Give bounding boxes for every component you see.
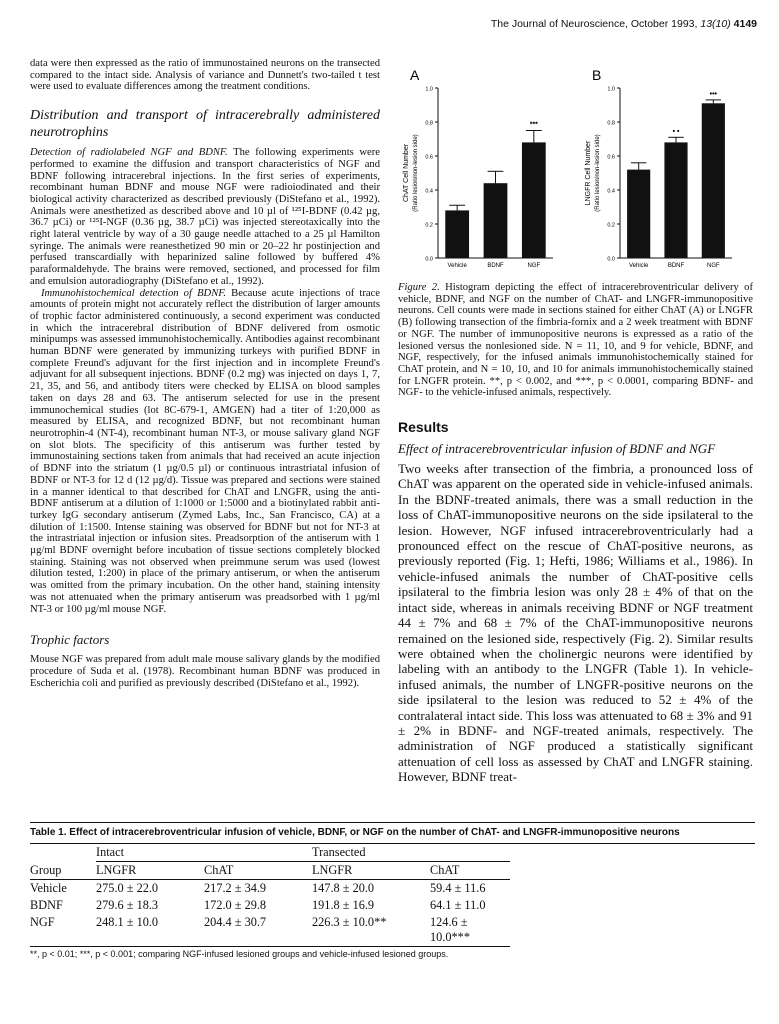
y-tick-label: 1.0 xyxy=(607,86,615,93)
results-paragraph: Two weeks after transection of the fimbria, a pronounced loss of ChAT was apparent on the operated side in vehicle-infused animals. In the BDNF-treated animals, there was a small reduction in the loss of ChAT-immunopositive neurons on the side ipsilateral to the lesion. However, NGF infused intracerebroventricularly had a pronounced effect on the rescue of ChAT-positive neurons, as previously reported (Fig. 1; Hefti, 1986; Williams et al., 1986). In vehicle-infused animals the number of ChAT-positive cells ipsilateral to the fimbria lesion was only 28 ± 4% of that on the intact side, whereas in animals receiving BDNF or NGF treatment 44 ± 7% and 68 ± 7% of the ChAT-immunopositive neurons remained on the lesioned side, respectively (Fig. 2). Similar results were obtained when the cholinergic neurons were identified by labeling with an antibody to the LNGFR (Table 1). In vehicle-infused animals, the number of LNGFR-positive neurons on the side ipsilateral to the lesion was reduced to 52 ± 4% of the contralateral intact side. This loss was attenuated to 68 ± 3% and 91 ± 2% in BDNF- and NGF-treated animals, respectively. The administration of NGF produced a statistically significant attenuation of cell loss as assessed by ChAT and LNGFR staining. However, BDNF treat- xyxy=(398,461,753,785)
header-intact: Intact xyxy=(96,844,312,862)
x-tick-label: BDNF xyxy=(487,263,504,269)
table-cell: BDNF xyxy=(30,898,63,912)
table-footnote: **, p < 0.01; ***, p < 0.001; comparing NGF-infused lesioned groups and vehicle-infused lesioned groups. xyxy=(30,949,449,959)
bar xyxy=(445,210,469,258)
significance-marker: ••• xyxy=(709,90,718,98)
table-1 xyxy=(30,822,755,959)
text-radiolabeled: The following experiments were performed to examine the diffusion and transport characteristics of NGF and BDNF following intracerebral injections. In the first series of experiments, recombinant human BDNF and mouse NGF were radioiodinated and their biological activity characterized as described previously (DiStefano et al., 1992). Animals were anesthetized as described above and 10 µl of ¹²⁵I-BDNF (0.42 µg, 36.7 µCi) or ¹²⁵I-NGF (0.36 µg, 38.7 µCi) was injected stereotaxically into the right lateral ventricle by way of a 30 gauge needle attached to a 25 µl Hamilton syringe. The animals were reanesthetized 90 min or 20–22 hr postinjection and perfused transcardially with heparinized saline followed by buffered 4% paraformaldehyde. The brains were removed, sectioned, and processed for film and emulsion autoradiography (DiStefano et al., 1992). xyxy=(30,147,380,287)
table-cell: 124.6 ± 10.0*** xyxy=(430,915,470,944)
table-cell: 217.2 ± 34.9 xyxy=(204,881,267,895)
results-heading: Results xyxy=(398,419,449,436)
column-header: ChAT xyxy=(204,863,234,877)
table-cell: 275.0 ± 22.0 xyxy=(96,881,159,895)
figure-label: Figure 2. xyxy=(398,282,440,293)
table-row xyxy=(30,880,510,898)
x-tick-label: Vehicle xyxy=(447,263,467,269)
y-tick-label: 0.4 xyxy=(607,188,615,195)
table-cell: 172.0 ± 29.8 xyxy=(204,898,267,912)
figure-2-chart xyxy=(398,58,753,273)
column-header: LNGFR xyxy=(312,863,353,877)
subheading-radiolabeled: Detection of radiolabeled NGF and BDNF. xyxy=(30,147,228,159)
bar xyxy=(702,103,725,258)
y-tick-label: 0.2 xyxy=(607,222,615,229)
y-tick-label: 0.0 xyxy=(425,256,433,263)
x-tick-label: NGF xyxy=(527,263,541,269)
table-cell: 147.8 ± 20.0 xyxy=(312,881,375,895)
figure-2 xyxy=(398,58,753,278)
bar xyxy=(484,183,508,258)
results-subheading: Effect of intracerebroventricular infusion of BDNF and NGF xyxy=(398,441,716,457)
figure-caption xyxy=(398,282,753,399)
trophic-heading: Trophic factors xyxy=(30,632,110,648)
column-header: Group xyxy=(30,862,62,877)
table-row xyxy=(30,897,510,914)
paragraph-immuno xyxy=(30,288,380,616)
table-cell: Vehicle xyxy=(30,881,67,895)
y-tick-label: 1.0 xyxy=(425,86,433,93)
header-transected: Transected xyxy=(312,844,510,862)
column-header: ChAT xyxy=(430,863,460,877)
table-cell: 248.1 ± 10.0 xyxy=(96,915,159,929)
bar xyxy=(664,142,687,258)
y-tick-label: 0.6 xyxy=(425,154,433,161)
y-axis-label: (Ratio lesion/non-lesion side) xyxy=(413,134,419,212)
table-cell: 191.8 ± 16.9 xyxy=(312,898,375,912)
table-row xyxy=(30,914,510,947)
significance-marker: • • xyxy=(672,128,680,136)
journal-name: The Journal of Neuroscience, October 1993, xyxy=(490,18,698,30)
results-body xyxy=(398,461,753,785)
y-axis-label: LNGFR Cell Number xyxy=(585,140,592,206)
table-cell: NGF xyxy=(30,915,55,929)
table-cell: 64.1 ± 11.0 xyxy=(430,898,486,912)
section-heading: Distribution and transport of intracerebrally administered neurotrophins xyxy=(30,108,380,141)
subheading-immuno: Immunohistochemical detection of BDNF. xyxy=(41,287,227,299)
y-tick-label: 0.4 xyxy=(425,188,433,195)
right-column xyxy=(398,58,753,785)
column-header: LNGFR xyxy=(96,863,137,877)
table-cell: 59.4 ± 11.6 xyxy=(430,881,486,895)
y-axis-label: ChAT Cell Number xyxy=(403,143,410,203)
table-cell: 226.3 ± 10.0** xyxy=(312,915,387,929)
running-header xyxy=(491,18,757,30)
figure-caption-text: Histogram depicting the effect of intracerebroventricular delivery of vehicle, BDNF, and NGF on the number of ChAT- and LNGFR-immunopositive neurons. Cell counts were made in sections stained for either ChAT (A) or LNGFR (B) following transection of the fimbria-fornix and a 2 week treatment with BDNF or NGF. The number of immunopositive neurons is expressed as a ratio of the lesioned versus the nonlesioned side. N = 11, 10, and 9 for vehicle, BDNF, and NGF, respectively, for the infused animals immunohistochemically stained for ChAT protein, and N = 10, 10, and 10 for animals immunohistochemically stained for LNGFR protein. **, p < 0.002, and ***, p < 0.0001, comparing BDNF- and NGF- to the vehicle-infused animals, respectively. xyxy=(398,282,753,399)
table-grid xyxy=(30,844,510,947)
y-tick-label: 0.0 xyxy=(607,256,615,263)
x-tick-label: Vehicle xyxy=(628,263,649,269)
table-title: Table 1. Effect of intracerebroventricular infusion of vehicle, BDNF, or NGF on the number of ChAT- and LNGFR-immunopositive neurons xyxy=(30,827,680,838)
intro-paragraph: data were then expressed as the ratio of immunostained neurons on the transected compared to the intact side. Analysis of variance and Dunnett's two-tailed t test were used to evaluate differences among the treatment conditions. xyxy=(30,58,380,93)
table-cell: 279.6 ± 18.3 xyxy=(96,898,159,912)
significance-marker: *** xyxy=(529,121,538,129)
x-tick-label: NGF xyxy=(706,263,720,269)
panel-label: A xyxy=(410,67,420,83)
left-column xyxy=(30,58,380,689)
bar xyxy=(627,170,650,258)
volume-issue: 13(10) xyxy=(700,18,731,30)
y-axis-label: (Ratio lesion/non-lesion side) xyxy=(595,134,601,212)
page-number: 4149 xyxy=(733,18,757,30)
paragraph-trophic: Mouse NGF was prepared from adult male mouse salivary glands by the modified procedure of Suda et al. (1978). Recombinant human BDNF was produced in Escherichia coli and purified as previously described (DiStefano et al., 1992). xyxy=(30,654,380,689)
x-tick-label: BDNF xyxy=(667,263,685,269)
panel-label: B xyxy=(592,67,602,83)
bar xyxy=(522,142,546,258)
y-tick-label: 0.8 xyxy=(425,120,433,127)
table-group-header-row xyxy=(30,844,510,862)
paragraph-radiolabeled xyxy=(30,147,380,287)
y-tick-label: 0.8 xyxy=(607,120,615,127)
table-cell: 204.4 ± 30.7 xyxy=(204,915,267,929)
table-header-row xyxy=(30,862,510,880)
text-immuno: Because acute injections of trace amounts of protein might not accurately reflect the distribution of larger amounts of trophic factor administered continuously, a second experiment was conducted in which the intracerebral distribution of BDNF delivered from osmotic minipumps was assessed immunohistochemically. Antibodies against recombinant human BDNF were generated by immunizing turkeys with purified BDNF in complete Freund's adjuvant for the first injection and in incomplete Freund's adjuvant for all subsequent injections. BDNF (0.2 mg) was injected on days 1, 7, 21, 35, and 56, and antibody titers were checked by ELISA on blood samples taken on days 28 and 63. The antiserum selected for use in the present immunochemical studies (lot 8C-679-1, AMGEN) had a titer of 1:20,000 as measured by ELISA, and recognized BDNF, but not recombinant human neurotrophin-4 (NT-4), recombinant human NT-3, or mouse salivary gland NGF on slot blots. The specificity of this antiserum was further tested by immunostaining sections taken from animals that had received an acute injection of BDNF into the striatum (1 µg/0.5 µl) or continuous intrastriatal infusion of BDNF or NT-3 for 12 d (12 µg/d). Tissue was prepared and sections were stained in a manner identical to that described for ChAT and LNGFR, using the anti-BDNF antiserum at a dilution of 1:1000 or 1:5000 and a biotinylated rabbit anti-turkey IgG secondary antiserum (Zymed Labs, Inc., San Francisco, CA) at a dilution of 1:1500. Intense staining was observed for BDNF but not for NT-3 at the intrastriatal injection or infusion sites. Preadsorption of the antiserum with 1 µg/ml BDNF overnight before incubation of tissue sections completely blocked staining. Staining was not observed when preimmune serum was used (lowest dilution tested, 1:200) in place of the primary antiserum, or when the antiserum was omitted from the primary incubation. On the other hand, staining intensity was not attenuated when the primary antiserum was preadsorbed with 1 µg/ml NT-3 or 100 µg/ml mouse NGF. xyxy=(30,287,380,615)
y-tick-label: 0.6 xyxy=(607,154,615,161)
y-tick-label: 0.2 xyxy=(425,222,433,229)
